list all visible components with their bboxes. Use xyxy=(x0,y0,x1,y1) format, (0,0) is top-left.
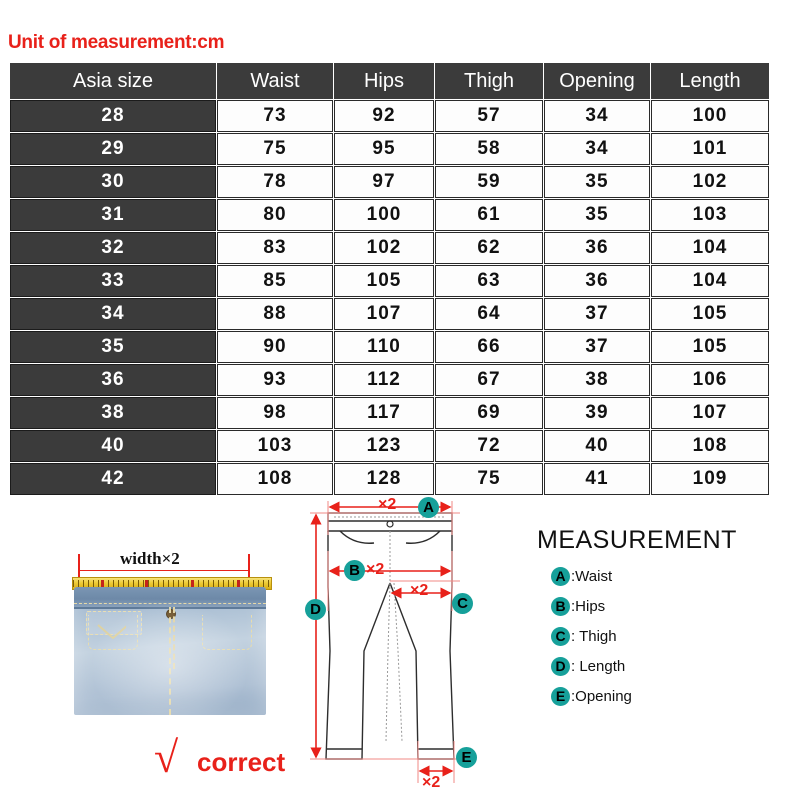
cell-asia-size: 30 xyxy=(10,166,216,198)
cell-thigh: 63 xyxy=(435,265,543,297)
column-header-hips: Hips xyxy=(334,63,434,99)
badge-d-length: D xyxy=(305,599,326,620)
cell-thigh: 62 xyxy=(435,232,543,264)
table-row xyxy=(10,199,769,231)
jeans-highlight xyxy=(74,587,266,715)
cell-waist: 103 xyxy=(217,430,333,462)
tape-red-mark xyxy=(237,580,240,587)
cell-thigh: 66 xyxy=(435,331,543,363)
table-row xyxy=(10,331,769,363)
cell-waist: 83 xyxy=(217,232,333,264)
cell-asia-size: 35 xyxy=(10,331,216,363)
cell-opening: 34 xyxy=(544,133,650,165)
cell-waist: 78 xyxy=(217,166,333,198)
cell-opening: 35 xyxy=(544,199,650,231)
cell-opening: 37 xyxy=(544,298,650,330)
column-header-opening: Opening xyxy=(544,63,650,99)
cell-thigh: 64 xyxy=(435,298,543,330)
cell-length: 105 xyxy=(651,331,769,363)
cell-length: 104 xyxy=(651,232,769,264)
cell-hips: 112 xyxy=(334,364,434,396)
cell-length: 107 xyxy=(651,397,769,429)
table-row xyxy=(10,166,769,198)
cell-asia-size: 29 xyxy=(10,133,216,165)
cell-waist: 73 xyxy=(217,100,333,132)
cell-asia-size: 40 xyxy=(10,430,216,462)
x2-label-opening: ×2 xyxy=(422,774,441,791)
cell-length: 109 xyxy=(651,463,769,495)
cell-hips: 92 xyxy=(334,100,434,132)
cell-hips: 123 xyxy=(334,430,434,462)
legend-badge-d: D xyxy=(551,657,570,676)
legend-badge-e: E xyxy=(551,687,570,706)
cell-thigh: 72 xyxy=(435,430,543,462)
cell-hips: 117 xyxy=(334,397,434,429)
width-x2-label: width×2 xyxy=(120,549,180,568)
cell-hips: 107 xyxy=(334,298,434,330)
cell-opening: 38 xyxy=(544,364,650,396)
dimension-lines-svg xyxy=(300,491,510,791)
table-row xyxy=(10,232,769,264)
cell-waist: 93 xyxy=(217,364,333,396)
cell-waist: 80 xyxy=(217,199,333,231)
tape-red-mark xyxy=(191,580,194,587)
table-row xyxy=(10,298,769,330)
badge-c-thigh: C xyxy=(452,593,473,614)
correct-label: correct xyxy=(197,747,286,777)
cell-opening: 40 xyxy=(544,430,650,462)
cell-asia-size: 36 xyxy=(10,364,216,396)
unit-of-measurement-note: Unit of measurement:cm xyxy=(8,32,225,53)
cell-thigh: 69 xyxy=(435,397,543,429)
badge-e-opening: E xyxy=(456,747,477,768)
table-row xyxy=(10,100,769,132)
cell-length: 106 xyxy=(651,364,769,396)
legend-item-a xyxy=(537,567,787,586)
measurement-legend xyxy=(537,526,787,717)
cell-waist: 90 xyxy=(217,331,333,363)
size-chart-table-container xyxy=(9,62,765,496)
legend-title: MEASUREMENT xyxy=(537,526,737,554)
jeans-photo-block xyxy=(42,549,292,782)
legend-label-c: : Thigh xyxy=(571,628,617,645)
badge-a-waist: A xyxy=(418,497,439,518)
x2-label-thigh: ×2 xyxy=(410,582,429,599)
cell-opening: 35 xyxy=(544,166,650,198)
cell-hips: 95 xyxy=(334,133,434,165)
table-row xyxy=(10,364,769,396)
cell-waist: 98 xyxy=(217,397,333,429)
cell-hips: 97 xyxy=(334,166,434,198)
cell-thigh: 59 xyxy=(435,166,543,198)
cell-waist: 75 xyxy=(217,133,333,165)
legend-badge-c: C xyxy=(551,627,570,646)
x2-label-waist: ×2 xyxy=(378,496,397,513)
cell-thigh: 61 xyxy=(435,199,543,231)
table-row xyxy=(10,430,769,462)
size-chart-table xyxy=(9,62,770,496)
cell-opening: 41 xyxy=(544,463,650,495)
x2-label-hips: ×2 xyxy=(366,561,385,578)
table-row xyxy=(10,133,769,165)
cell-waist: 108 xyxy=(217,463,333,495)
legend-item-e xyxy=(537,687,787,706)
legend-label-e: :Opening xyxy=(571,688,632,705)
column-header-length: Length xyxy=(651,63,769,99)
cell-asia-size: 38 xyxy=(10,397,216,429)
column-header-waist: Waist xyxy=(217,63,333,99)
cell-thigh: 58 xyxy=(435,133,543,165)
cell-hips: 128 xyxy=(334,463,434,495)
guide-line-middle xyxy=(78,570,250,571)
legend-badge-b: B xyxy=(551,597,570,616)
tape-red-mark xyxy=(101,580,104,587)
jeans-photo xyxy=(74,587,266,715)
cell-hips: 102 xyxy=(334,232,434,264)
legend-item-b xyxy=(537,597,787,616)
cell-length: 103 xyxy=(651,199,769,231)
legend-label-d: : Length xyxy=(571,658,626,675)
measurement-guide-panel xyxy=(0,486,800,800)
cell-hips: 105 xyxy=(334,265,434,297)
checkmark-icon: √ xyxy=(154,733,179,782)
cell-opening: 34 xyxy=(544,100,650,132)
cell-opening: 37 xyxy=(544,331,650,363)
cell-hips: 110 xyxy=(334,331,434,363)
cell-thigh: 67 xyxy=(435,364,543,396)
legend-item-c xyxy=(537,627,787,646)
cell-opening: 36 xyxy=(544,265,650,297)
cell-length: 100 xyxy=(651,100,769,132)
legend-item-d xyxy=(537,657,787,676)
legend-badge-a: A xyxy=(551,567,570,586)
column-header-asia-size: Asia size xyxy=(10,63,216,99)
cell-hips: 100 xyxy=(334,199,434,231)
pants-technical-diagram xyxy=(300,491,510,796)
table-row xyxy=(10,397,769,429)
cell-waist: 88 xyxy=(217,298,333,330)
cell-asia-size: 32 xyxy=(10,232,216,264)
tape-red-mark xyxy=(145,580,148,587)
column-header-thigh: Thigh xyxy=(435,63,543,99)
cell-opening: 36 xyxy=(544,232,650,264)
cell-thigh: 57 xyxy=(435,100,543,132)
cell-length: 104 xyxy=(651,265,769,297)
cell-asia-size: 33 xyxy=(10,265,216,297)
cell-thigh: 75 xyxy=(435,463,543,495)
cell-asia-size: 28 xyxy=(10,100,216,132)
cell-length: 108 xyxy=(651,430,769,462)
cell-asia-size: 31 xyxy=(10,199,216,231)
table-row xyxy=(10,265,769,297)
cell-length: 105 xyxy=(651,298,769,330)
cell-waist: 85 xyxy=(217,265,333,297)
legend-label-a: :Waist xyxy=(571,568,613,585)
legend-list xyxy=(537,567,787,706)
badge-b-hips: B xyxy=(344,560,365,581)
table-header-row xyxy=(10,63,769,99)
cell-asia-size: 42 xyxy=(10,463,216,495)
cell-length: 102 xyxy=(651,166,769,198)
cell-length: 101 xyxy=(651,133,769,165)
cell-opening: 39 xyxy=(544,397,650,429)
legend-label-b: :Hips xyxy=(571,598,606,615)
cell-asia-size: 34 xyxy=(10,298,216,330)
